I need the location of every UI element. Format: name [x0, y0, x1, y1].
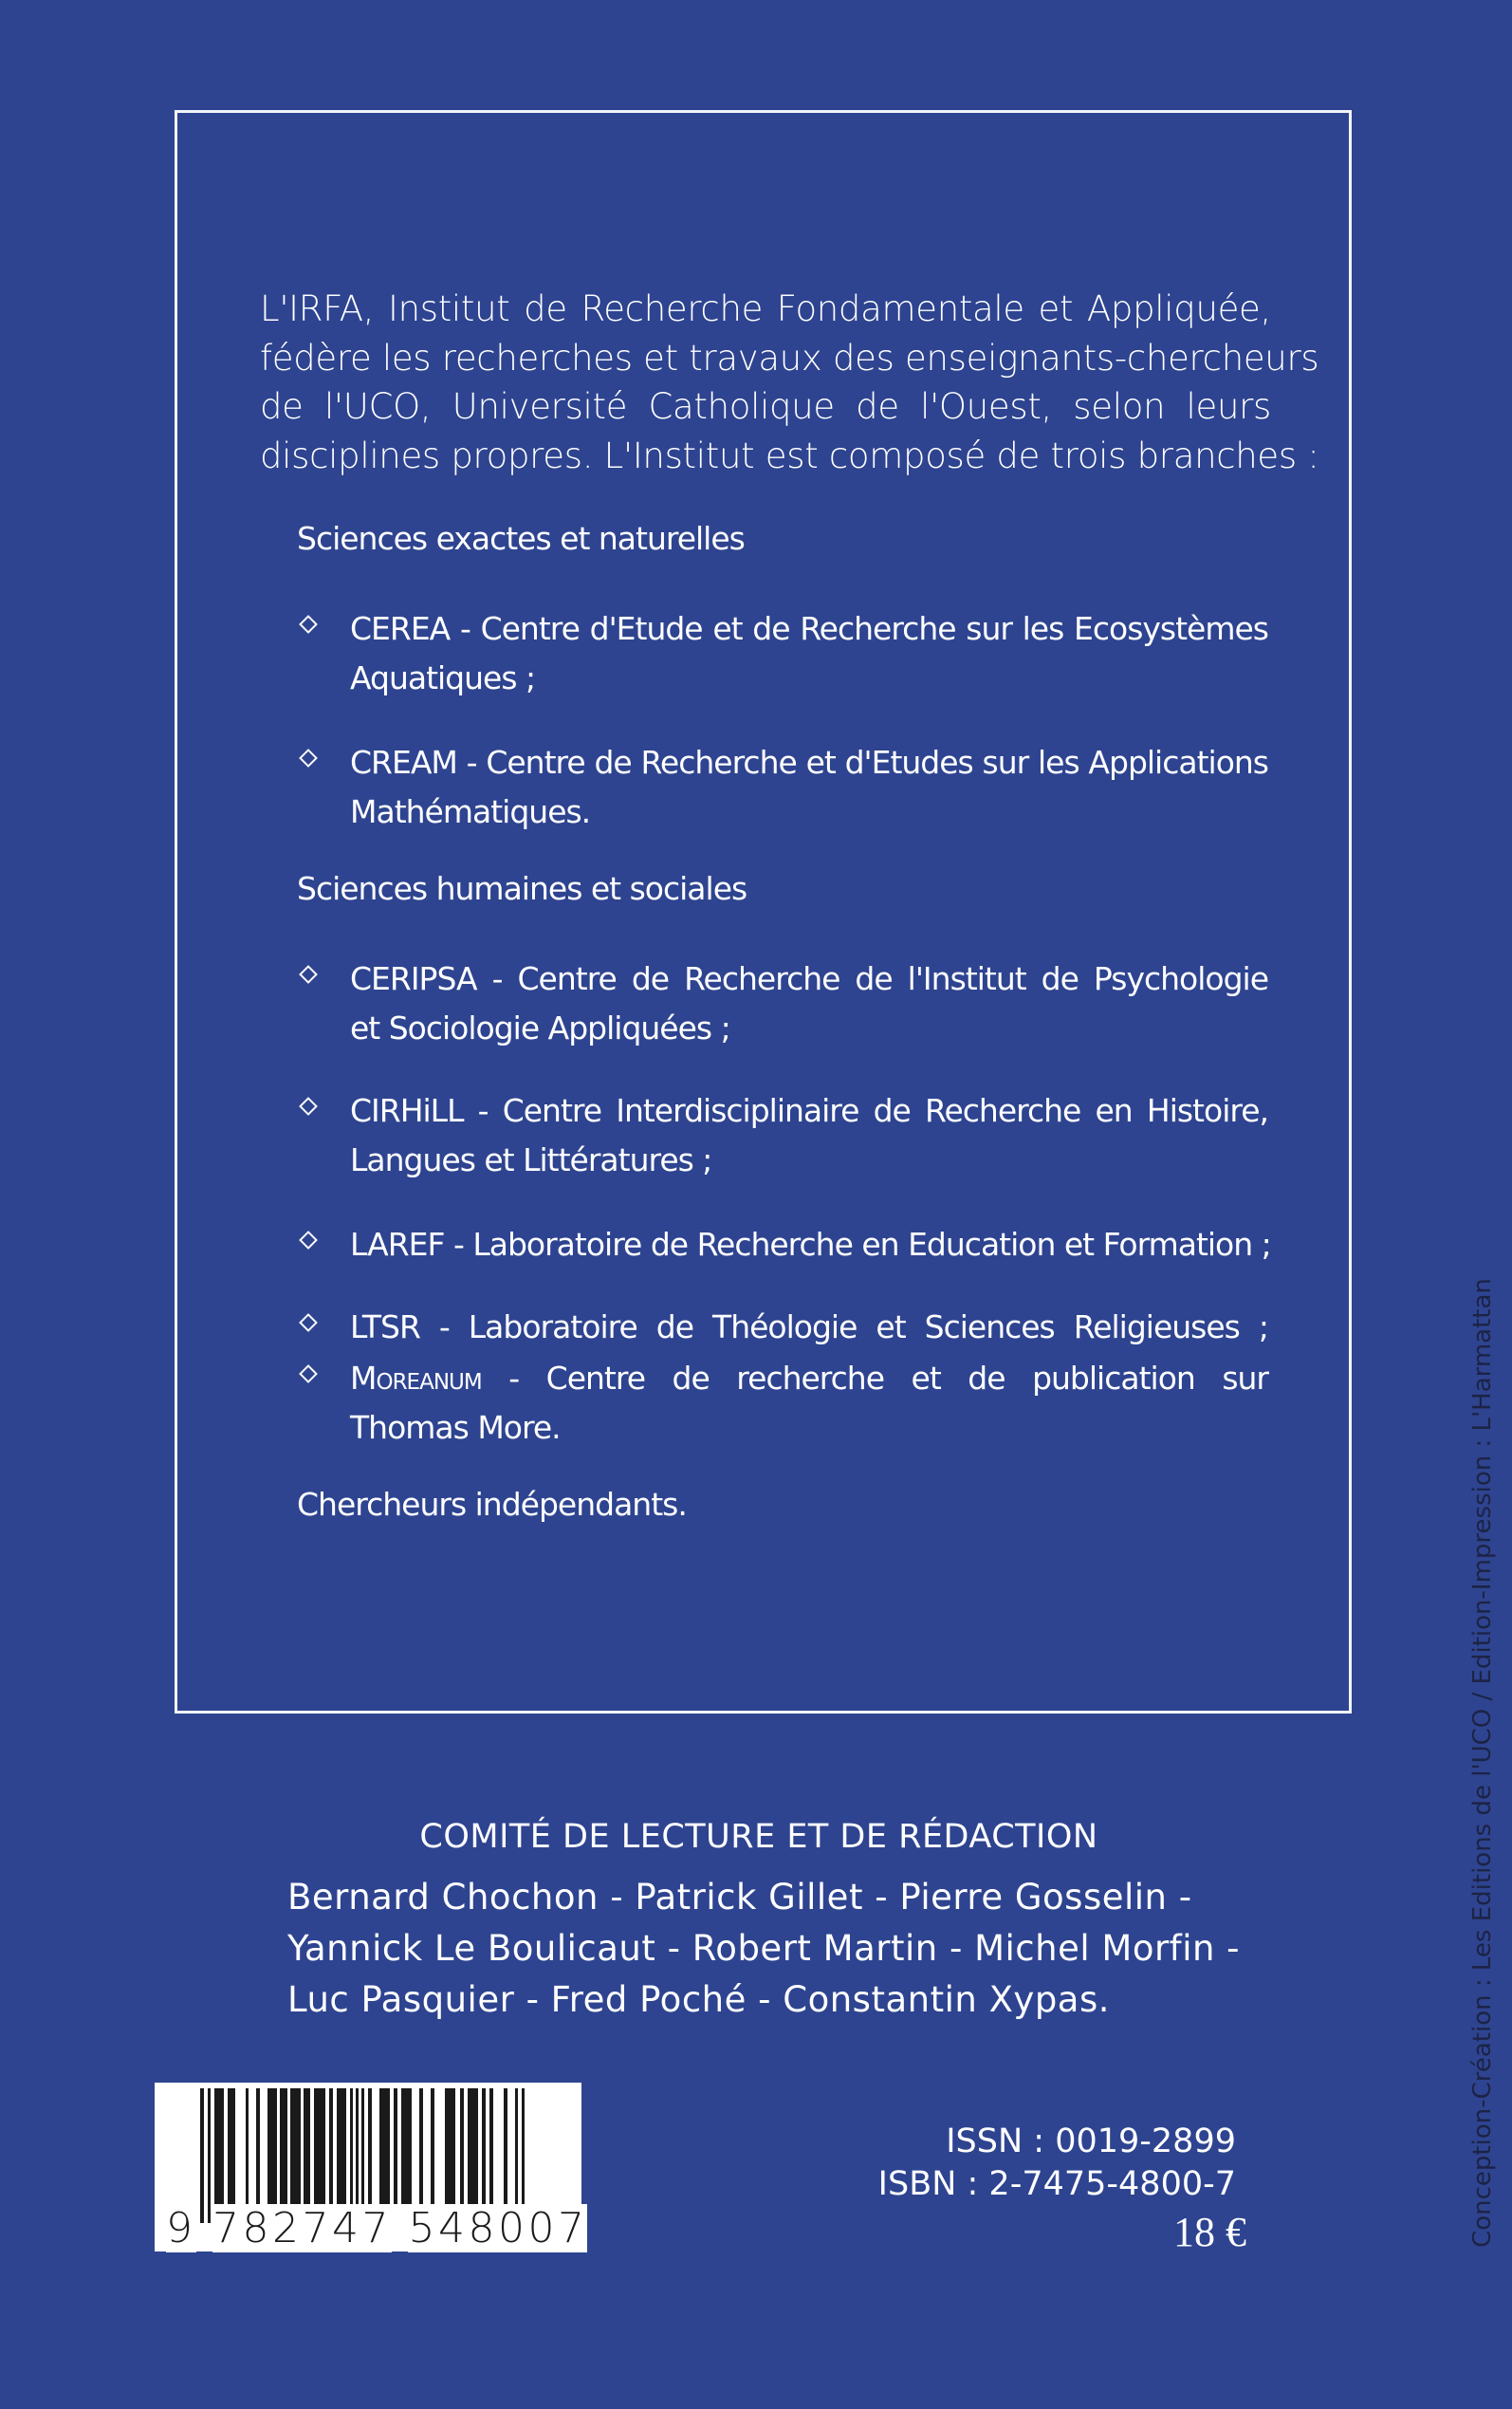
barcode-digits — [166, 2204, 587, 2252]
barcode-right-group: 548007 — [408, 2204, 588, 2252]
committee-title: COMITÉ DE LECTURE ET DE RÉDACTION — [419, 1818, 1098, 1856]
item-text: CIRHiLL - Centre Interdisciplinaire de Recherche en Histoire, — [350, 1092, 1268, 1129]
intro-line: fédère les recherches et travaux des enseignants-chercheurs — [260, 337, 1319, 379]
item-text — [350, 1354, 1268, 1403]
item-text: LTSR - Laboratoire de Théologie et Sciences Religieuses ; — [350, 1308, 1268, 1345]
intro-line: de l'UCO, Université Catholique de l'Ouest, selon leurs — [260, 386, 1271, 427]
item-text: Aquatiques ; — [350, 659, 536, 696]
committee-names-line: Yannick Le Boulicaut - Robert Martin - Michel Morfin - — [287, 1928, 1241, 1969]
item-text: Mathématiques. — [350, 793, 591, 830]
committee-names-line: Luc Pasquier - Fred Poché - Constantin Xypas. — [287, 1979, 1111, 2020]
intro-paragraph — [260, 285, 1319, 480]
branch-heading-exact-sciences: Sciences exactes et naturelles — [297, 520, 745, 557]
moreanum-description: - Centre de recherche et de publication sur — [481, 1360, 1268, 1397]
committee-block — [275, 1818, 1243, 1856]
barcode — [155, 2083, 588, 2252]
item-text: Langues et Littératures ; — [350, 1141, 712, 1178]
price: 18 € — [1173, 2209, 1246, 2255]
committee-names — [287, 1872, 1241, 2026]
item-text: CERIPSA - Centre de Recherche de l'Institut de Psychologie — [350, 960, 1268, 997]
item-text: CEREA - Centre d'Etude et de Recherche sur les Ecosystèmes — [350, 610, 1268, 647]
branch-heading-independent: Chercheurs indépendants. — [297, 1486, 687, 1523]
barcode-left-group: 782747 — [212, 2204, 392, 2252]
intro-line: disciplines propres. L'Institut est composé de trois branches : — [260, 435, 1319, 476]
barcode-lead-digit: 9 — [166, 2204, 196, 2252]
moreanum-acronym: Moreanum — [350, 1360, 482, 1397]
item-text: et Sociologie Appliquées ; — [350, 1010, 730, 1047]
item-text: CREAM - Centre de Recherche et d'Etudes sur les Applications — [350, 744, 1268, 781]
item-text: LAREF - Laboratoire de Recherche en Education et Formation ; — [350, 1226, 1271, 1263]
production-credit: Conception-Création : Les Editions de l'UCO / Edition-Impression : L'Harmattan — [1468, 1278, 1497, 2248]
issn: ISSN : 0019-2899 — [946, 2122, 1236, 2160]
committee-names-line: Bernard Chochon - Patrick Gillet - Pierre Gosselin - — [287, 1877, 1192, 1918]
item-text: Thomas More. — [350, 1409, 561, 1446]
isbn: ISBN : 2-7475-4800-7 — [877, 2165, 1236, 2203]
intro-line: L'IRFA, Institut de Recherche Fondamentale et Appliquée, — [260, 288, 1271, 329]
branch-heading-human-sciences: Sciences humaines et sociales — [297, 870, 747, 907]
